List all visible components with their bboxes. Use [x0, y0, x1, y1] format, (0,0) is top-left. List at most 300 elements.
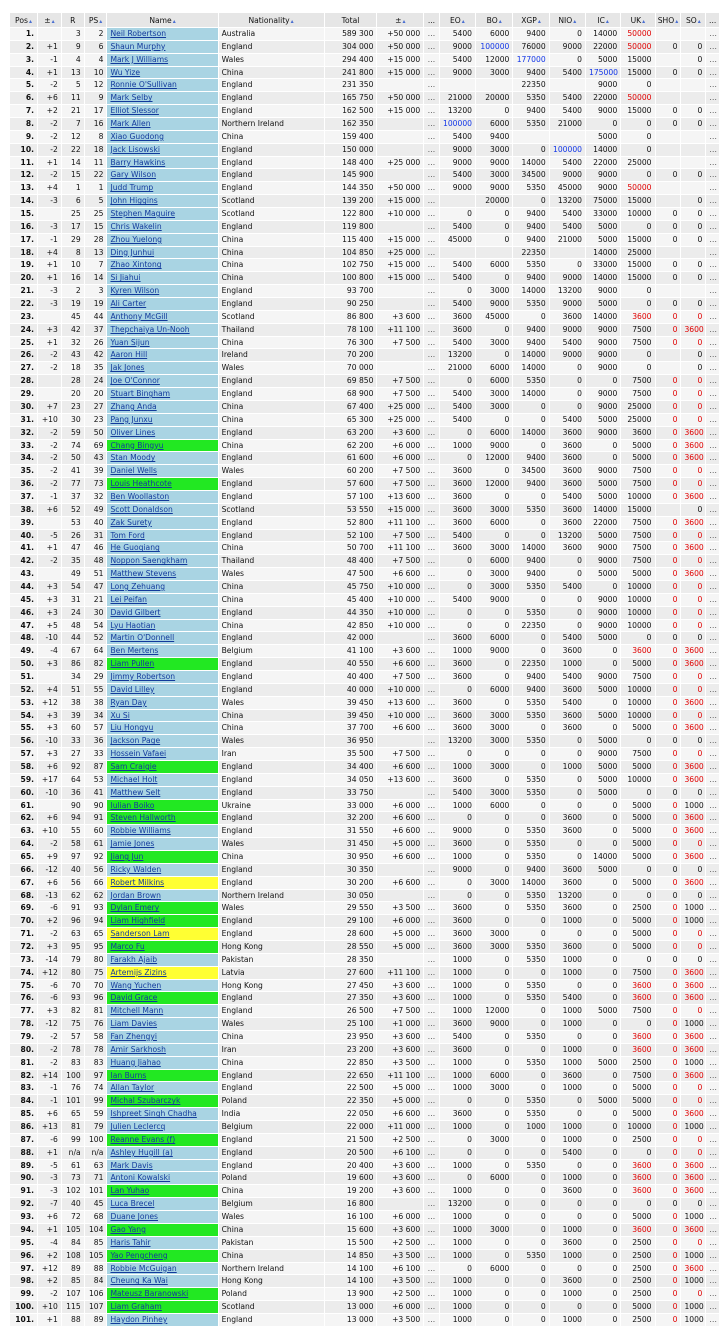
uk-cell: 0 — [621, 787, 654, 799]
sho-cell: 0 — [656, 825, 681, 837]
so-cell: 0 — [681, 1237, 705, 1249]
nationality-cell: China — [219, 272, 324, 284]
so-cell: 0 — [681, 710, 705, 722]
player-name-cell — [107, 1198, 217, 1210]
player-name-link[interactable]: Marco Fu — [110, 942, 145, 952]
player-name-link[interactable]: Neil Robertson — [110, 29, 167, 38]
player-name-link[interactable]: Ben Mertens — [110, 646, 159, 656]
sho-cell: 0 — [656, 1134, 681, 1146]
player-name-link[interactable]: David Gilbert — [110, 607, 161, 617]
bo-cell: 0 — [476, 607, 512, 619]
player-name-link[interactable]: Liu Hongyu — [110, 723, 154, 733]
rank-cell: 84 — [62, 1237, 84, 1249]
position-cell: 46. — [10, 607, 37, 619]
position-cell: 68. — [10, 890, 37, 902]
player-name-link[interactable]: Zhang Anda — [110, 401, 157, 411]
player-name-link[interactable]: Iulian Boiko — [110, 800, 155, 810]
nio-cell: 1000 — [550, 1057, 585, 1069]
player-name-link[interactable]: Mark Allen — [110, 119, 151, 129]
sho-cell: 0 — [656, 671, 681, 683]
ps-cell: 42 — [85, 349, 107, 361]
so-cell: 3600 — [681, 980, 705, 992]
bo-cell: 0 — [476, 1314, 512, 1326]
sho-cell: 0 — [656, 1198, 681, 1210]
player-name-link[interactable]: Thepchaiya Un-Nooh — [110, 324, 190, 334]
player-name-link[interactable]: Ishpreet Singh Chadha — [110, 1109, 197, 1119]
more-cell-2: … — [706, 748, 719, 760]
bo-cell — [476, 79, 512, 91]
change-cell: +3 — [38, 594, 61, 606]
position-cell: 76. — [10, 992, 37, 1004]
change-cell: -3 — [38, 285, 61, 297]
position-cell: 16. — [10, 221, 37, 233]
uk-cell: 5000 — [621, 1095, 654, 1107]
player-name-link[interactable]: Aaron Hill — [110, 350, 148, 360]
nio-cell: 3600 — [550, 1237, 585, 1249]
sho-cell: 0 — [656, 800, 681, 812]
position-cell: 53. — [10, 697, 37, 709]
player-name-link[interactable]: Mark Davis — [110, 1160, 153, 1170]
more-cell: … — [424, 67, 439, 79]
bo-cell: 0 — [476, 1198, 512, 1210]
more-cell-2: … — [706, 491, 719, 503]
player-name-link[interactable]: Stuart Bingham — [110, 389, 171, 399]
player-name-link[interactable]: Elliot Slessor — [110, 106, 159, 116]
total-change-cell — [377, 144, 423, 156]
ic-cell: 0 — [586, 581, 620, 593]
rank-cell: 43 — [62, 349, 84, 361]
more-cell-2: … — [706, 79, 719, 91]
bo-cell: 0 — [476, 1108, 512, 1120]
uk-cell: 25000 — [621, 414, 654, 426]
player-name-link[interactable]: Yuan Sijun — [110, 337, 150, 347]
player-name-cell — [107, 568, 217, 580]
uk-cell: 0 — [621, 131, 654, 143]
position-cell: 78. — [10, 1018, 37, 1030]
position-cell: 66. — [10, 864, 37, 876]
ps-cell: 56 — [85, 864, 107, 876]
player-name-link[interactable]: Ryan Day — [110, 697, 147, 707]
player-name-link[interactable]: Matthew Selt — [110, 787, 161, 797]
table-row — [10, 748, 719, 760]
so-cell: 0 — [681, 259, 705, 271]
player-name-link[interactable]: Wu Yize — [110, 67, 141, 77]
rank-cell: 58 — [62, 838, 84, 850]
table-row — [10, 79, 719, 91]
player-name-link[interactable]: Xiao Guodong — [110, 131, 164, 141]
player-name-link[interactable]: Liam Pullen — [110, 659, 155, 669]
more-cell-2: … — [706, 118, 719, 130]
ps-cell: 10 — [85, 67, 107, 79]
more-cell: … — [424, 1288, 439, 1300]
player-name-link[interactable]: Cheung Ka Wai — [110, 1276, 168, 1286]
player-name-link[interactable]: Jimmy Robertson — [110, 671, 176, 681]
sho-cell: 0 — [656, 980, 681, 992]
change-cell: -6 — [38, 902, 61, 914]
so-cell: 3600 — [681, 658, 705, 670]
total-cell: 30 050 — [325, 890, 377, 902]
player-name-link[interactable]: Jiang Jun — [110, 852, 144, 861]
player-name-link[interactable]: Mateusz Baranowski — [110, 1289, 189, 1299]
sho-cell: 0 — [656, 710, 681, 722]
column-header-change[interactable] — [38, 13, 61, 27]
player-name-link[interactable]: Long Zehuang — [110, 581, 166, 591]
player-name-cell — [107, 1301, 217, 1313]
player-name-link[interactable]: Yao Pengcheng — [110, 1250, 168, 1260]
total-cell: 119 800 — [325, 221, 377, 233]
player-name-link[interactable]: Jak Jones — [110, 363, 145, 373]
rank-cell: 92 — [62, 761, 84, 773]
player-name-link[interactable]: Antoni Kowalski — [110, 1173, 171, 1183]
so-cell: 1000 — [681, 1250, 705, 1262]
eo-cell: 3600 — [440, 928, 475, 940]
total-change-cell: +11 100 — [377, 1070, 423, 1082]
total-cell: 53 550 — [325, 504, 377, 516]
player-name-cell — [107, 787, 217, 799]
player-name-cell — [107, 41, 217, 53]
table-row — [10, 169, 719, 181]
player-name-link[interactable]: John Higgins — [110, 196, 158, 206]
player-name-cell — [107, 182, 217, 194]
more-cell-2: … — [706, 195, 719, 207]
player-name-link[interactable]: Joe O'Connor — [110, 376, 160, 386]
player-name-link[interactable]: Ali Carter — [110, 299, 147, 309]
position-cell: 38. — [10, 504, 37, 516]
nationality-cell: Northern Ireland — [219, 890, 324, 902]
player-name-link[interactable]: Haris Tahir — [110, 1237, 151, 1247]
rank-cell: 8 — [62, 247, 84, 259]
player-name-link[interactable]: Ashley Hugill (a) — [110, 1147, 173, 1157]
table-row — [10, 658, 719, 670]
ps-cell: 2 — [85, 28, 107, 40]
so-cell: 3600 — [681, 1224, 705, 1236]
player-name-link[interactable]: He Guoqiang — [110, 543, 160, 553]
ps-cell: 70 — [85, 980, 107, 992]
total-change-cell: +3 500 — [377, 1057, 423, 1069]
ps-cell: 5 — [85, 195, 107, 207]
sort-arrows-icon: ▴ — [51, 17, 55, 25]
uk-cell: 0 — [621, 169, 654, 181]
so-cell: 0 — [681, 864, 705, 876]
column-header-pos[interactable] — [10, 13, 37, 27]
more-cell-2: … — [706, 440, 719, 452]
uk-cell: 5000 — [621, 761, 654, 773]
table-row — [10, 1134, 719, 1146]
total-change-cell: +6 000 — [377, 1211, 423, 1223]
nio-cell: 3600 — [550, 864, 585, 876]
column-header-total-change[interactable] — [377, 13, 423, 27]
nio-cell: 1000 — [550, 1018, 585, 1030]
so-cell: 0 — [681, 1134, 705, 1146]
eo-cell: 1000 — [440, 954, 475, 966]
player-name-link[interactable]: Pang Junxu — [110, 414, 153, 424]
nationality-cell: England — [219, 1160, 324, 1172]
player-name-link[interactable]: Robert Milkins — [110, 877, 165, 887]
player-name-link[interactable]: Michal Szubarczyk — [110, 1096, 181, 1106]
nationality-cell: England — [219, 79, 324, 91]
nio-cell: 5400 — [550, 92, 585, 104]
ic-cell: 9000 — [586, 748, 620, 760]
player-name-link[interactable]: Duane Jones — [110, 1212, 159, 1222]
table-row — [10, 890, 719, 902]
nationality-cell: China — [219, 131, 324, 143]
player-name-link[interactable]: Sam Craigie — [110, 761, 157, 771]
player-name-link[interactable]: Matthew Stevens — [110, 569, 177, 579]
change-cell — [38, 28, 61, 40]
ic-cell: 0 — [586, 1198, 620, 1210]
player-name-link[interactable]: Martin O'Donnell — [110, 633, 175, 643]
player-name-link[interactable]: Barry Hawkins — [110, 157, 166, 167]
player-name-link[interactable]: Robbie Williams — [110, 826, 171, 836]
player-name-link[interactable]: Liam Graham — [110, 1302, 162, 1312]
more-cell: … — [424, 324, 439, 336]
nio-cell: 0 — [550, 928, 585, 940]
more-cell: … — [424, 1082, 439, 1094]
player-name-link[interactable]: Noppon Saengkham — [110, 556, 188, 566]
player-name-link[interactable]: Jamie Jones — [110, 839, 155, 849]
xgp-cell: 5350 — [513, 774, 548, 786]
player-name-link[interactable]: Chang Bingyu — [110, 440, 164, 450]
more-cell: … — [424, 671, 439, 683]
more-cell: … — [424, 362, 439, 374]
nio-cell: 0 — [550, 1108, 585, 1120]
eo-cell — [440, 79, 475, 91]
column-header-uk[interactable] — [621, 13, 654, 27]
change-cell: -2 — [38, 1031, 61, 1043]
player-name-link[interactable]: Amir Sarkhosh — [110, 1044, 166, 1054]
position-cell: 82. — [10, 1070, 37, 1082]
ic-cell: 0 — [586, 440, 620, 452]
player-name-link[interactable]: Mark J Williams — [110, 54, 169, 64]
player-name-link[interactable]: Zhao Xintong — [110, 260, 162, 270]
nio-cell: 5400 — [550, 671, 585, 683]
xgp-cell: 0 — [513, 1198, 548, 1210]
player-name-link[interactable]: Ding Junhui — [110, 247, 155, 257]
player-name-link[interactable]: Luca Brecel — [110, 1199, 155, 1209]
player-name-link[interactable]: Gary Wilson — [110, 170, 157, 180]
so-cell: 3600 — [681, 992, 705, 1004]
more-cell: … — [424, 555, 439, 567]
uk-cell: 7500 — [621, 542, 654, 554]
position-cell: 7. — [10, 105, 37, 117]
sort-arrows-icon: ▴ — [697, 17, 701, 25]
player-name-link[interactable]: Robbie McGuigan — [110, 1263, 177, 1273]
player-name-link[interactable]: Zak Surety — [110, 517, 152, 527]
uk-cell: 3600 — [621, 311, 654, 323]
player-name-link[interactable]: Lyu Haotian — [110, 620, 156, 630]
player-name-link[interactable]: Shaun Murphy — [110, 41, 166, 51]
player-name-link[interactable]: Michael Holt — [110, 774, 158, 784]
more-cell: … — [424, 1172, 439, 1184]
player-name-link[interactable]: Mark Selby — [110, 93, 153, 103]
uk-cell: 2500 — [621, 1263, 654, 1275]
nio-cell: 5400 — [550, 105, 585, 117]
more-cell: … — [424, 838, 439, 850]
so-cell — [681, 79, 705, 91]
player-name-link[interactable]: Mitchell Mann — [110, 1006, 164, 1016]
player-name-link[interactable]: Dylan Emery — [110, 903, 160, 913]
so-cell: 3600 — [681, 491, 705, 503]
more-cell-2: … — [706, 1211, 719, 1223]
player-name-link[interactable]: Farakh Ajaib — [110, 954, 158, 964]
sho-cell: 0 — [656, 1314, 681, 1326]
rank-cell: 50 — [62, 452, 84, 464]
position-cell: 81. — [10, 1057, 37, 1069]
xgp-cell: 0 — [513, 1147, 548, 1159]
player-name-link[interactable]: Hossein Vafaei — [110, 749, 167, 759]
change-cell: +12 — [38, 967, 61, 979]
player-name-link[interactable]: Tom Ford — [110, 530, 145, 540]
player-name-link[interactable]: Kyren Wilson — [110, 286, 160, 296]
player-name-link[interactable]: Sanderson Lam — [110, 929, 170, 939]
player-name-link[interactable]: Ronnie O'Sullivan — [110, 80, 177, 90]
player-name-link[interactable]: Si Jiahui — [110, 273, 141, 283]
nio-cell: 1000 — [550, 1314, 585, 1326]
player-name-link[interactable]: Liam Davies — [110, 1019, 158, 1029]
total-change-cell — [377, 349, 423, 361]
player-name-link[interactable]: Judd Trump — [110, 183, 154, 193]
player-name-link[interactable]: Liam Highfield — [110, 916, 166, 926]
column-header-nio[interactable] — [550, 13, 585, 27]
column-header-eo[interactable] — [440, 13, 475, 27]
so-cell: 3600 — [681, 542, 705, 554]
eo-cell: 5400 — [440, 530, 475, 542]
ps-cell: 40 — [85, 517, 107, 529]
nio-cell: 1000 — [550, 1288, 585, 1300]
player-name-link[interactable]: Steven Hallworth — [110, 813, 176, 823]
more-cell: … — [424, 41, 439, 53]
xgp-cell: 0 — [513, 632, 548, 644]
eo-cell: 1000 — [440, 1082, 475, 1094]
total-cell: 90 250 — [325, 298, 377, 310]
ic-cell: 5000 — [586, 787, 620, 799]
player-name-link[interactable]: Julien Leclercq — [110, 1122, 166, 1132]
ic-cell: 5000 — [586, 221, 620, 233]
player-name-link[interactable]: Ian Burns — [110, 1070, 147, 1080]
total-cell: 31 450 — [325, 838, 377, 850]
total-change-cell: +7 500 — [377, 671, 423, 683]
player-name-link[interactable]: Jordan Brown — [110, 890, 161, 900]
player-name-link[interactable]: Anthony McGill — [110, 311, 168, 321]
change-cell — [38, 311, 61, 323]
more-cell: … — [424, 452, 439, 464]
player-name-link[interactable]: Artemijs Zizins — [110, 967, 167, 977]
player-name-link[interactable]: Daniel Wells — [110, 466, 157, 476]
player-name-link[interactable]: Scott Donaldson — [110, 504, 173, 514]
player-name-link[interactable]: Fan Zhengyi — [110, 1032, 157, 1042]
more-cell: … — [424, 1263, 439, 1275]
player-name-link[interactable]: Lan Yuhao — [110, 1186, 150, 1196]
column-header-bo[interactable] — [476, 13, 512, 27]
so-cell: 0 — [681, 221, 705, 233]
total-change-cell: +25 000 — [377, 401, 423, 413]
column-header-name[interactable] — [107, 13, 217, 27]
more-cell: … — [424, 1160, 439, 1172]
player-name-link[interactable]: Gao Yang — [110, 1224, 146, 1234]
player-name-link[interactable]: Haydon Pinhey — [110, 1314, 168, 1324]
column-header-nationality[interactable] — [219, 13, 324, 27]
sort-arrows-icon: ▴ — [605, 17, 609, 25]
total-cell: 28 550 — [325, 941, 377, 953]
player-name-link[interactable]: Ben Woollaston — [110, 491, 170, 501]
position-cell: 59. — [10, 774, 37, 786]
bo-cell: 0 — [476, 1237, 512, 1249]
player-name-link[interactable]: David Lilley — [110, 684, 155, 694]
nationality-cell: England — [219, 1134, 324, 1146]
eo-cell: 3600 — [440, 838, 475, 850]
more-cell: … — [424, 1250, 439, 1262]
player-name-link[interactable]: Louis Heathcote — [110, 479, 172, 489]
so-cell: 3600 — [681, 697, 705, 709]
total-cell: 21 500 — [325, 1134, 377, 1146]
bo-cell: 20000 — [476, 195, 512, 207]
player-name-link[interactable]: David Grace — [110, 993, 158, 1003]
player-name-link[interactable]: Stephen Maguire — [110, 209, 176, 219]
nationality-cell: Wales — [219, 568, 324, 580]
player-name-link[interactable]: Jackson Page — [110, 736, 161, 746]
so-cell: 3600 — [681, 568, 705, 580]
player-name-link[interactable]: Stan Moody — [110, 453, 156, 463]
more-cell: … — [424, 710, 439, 722]
nio-cell: 1000 — [550, 658, 585, 670]
total-change-cell: +10 000 — [377, 620, 423, 632]
rank-cell: 16 — [62, 272, 84, 284]
table-row — [10, 941, 719, 953]
ps-cell: 87 — [85, 761, 107, 773]
uk-cell: 5000 — [621, 1301, 654, 1313]
nio-cell: 5400 — [550, 67, 585, 79]
column-header-ic[interactable] — [586, 13, 620, 27]
position-cell: 43. — [10, 568, 37, 580]
so-cell: 0 — [681, 941, 705, 953]
more-cell-2: … — [706, 1275, 719, 1287]
table-row — [10, 620, 719, 632]
player-name-link[interactable]: Jack Lisowski — [110, 144, 160, 154]
nationality-cell: Ireland — [219, 349, 324, 361]
column-header-ps[interactable] — [85, 13, 107, 27]
player-name-cell — [107, 1057, 217, 1069]
eo-cell: 1000 — [440, 992, 475, 1004]
player-name-link[interactable]: Lei Peifan — [110, 594, 147, 604]
nio-cell: 21000 — [550, 118, 585, 130]
player-name-link[interactable]: Huang Jiahao — [110, 1057, 161, 1067]
player-name-link[interactable]: Reanne Evans (f) — [110, 1134, 176, 1144]
sho-cell: 0 — [656, 517, 681, 529]
player-name-link[interactable]: Oliver Lines — [110, 427, 156, 437]
so-cell: 3600 — [681, 1263, 705, 1275]
player-name-cell — [107, 954, 217, 966]
change-cell: +10 — [38, 825, 61, 837]
player-name-link[interactable]: Zhou Yuelong — [110, 234, 162, 244]
player-name-link[interactable]: Wang Yuchen — [110, 980, 162, 990]
ps-cell: 50 — [85, 427, 107, 439]
nationality-cell: Latvia — [219, 967, 324, 979]
so-cell — [681, 131, 705, 143]
bo-cell: 6000 — [476, 118, 512, 130]
player-name-link[interactable]: Chris Wakelin — [110, 221, 162, 231]
nationality-cell: Poland — [219, 1288, 324, 1300]
player-name-link[interactable]: Ricky Walden — [110, 864, 162, 874]
player-name-link[interactable]: Allan Taylor — [110, 1083, 155, 1093]
sho-cell: 0 — [656, 169, 681, 181]
column-header-xgp[interactable] — [513, 13, 548, 27]
bo-cell: 0 — [476, 954, 512, 966]
column-header-so[interactable] — [681, 13, 705, 27]
column-header-sho[interactable] — [656, 13, 681, 27]
player-name-link[interactable]: Xu Si — [110, 710, 130, 720]
nationality-cell: China — [219, 234, 324, 246]
nio-cell: 5400 — [550, 157, 585, 169]
